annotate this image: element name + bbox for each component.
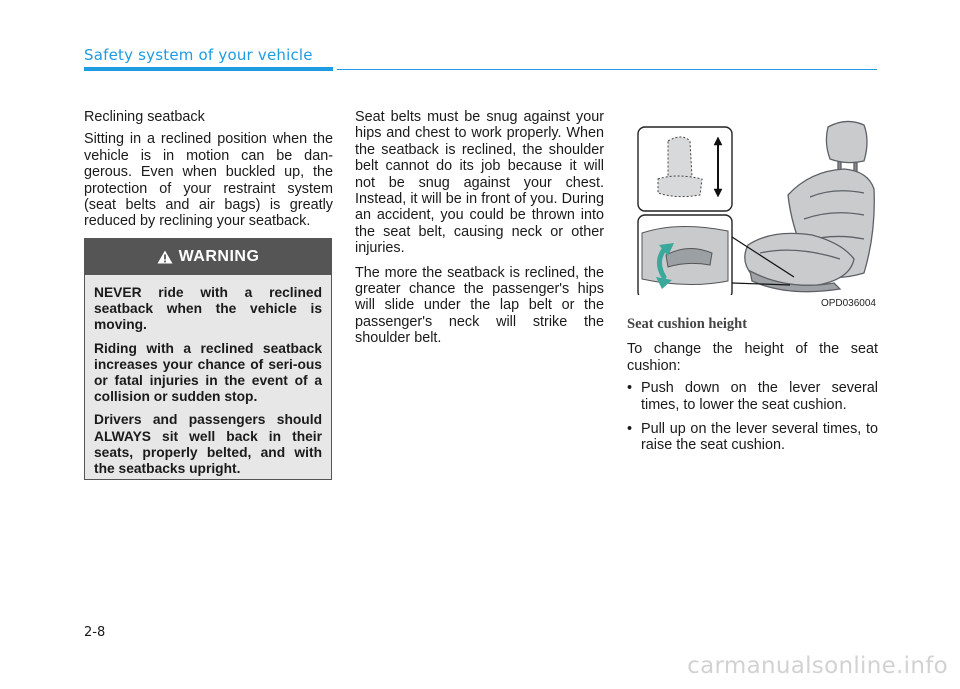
list-item: • Pull up on the lever several times, to raise the seat cushion. xyxy=(627,421,878,454)
warning-paragraph: Drivers and passengers should ALWAYS sit well back in their seats, properly belted, and with the seatbacks upright. xyxy=(94,412,322,477)
warning-header xyxy=(85,239,331,275)
reclining-heading: Reclining seatback xyxy=(84,109,205,125)
watermark: carmanualsonline.info xyxy=(687,653,948,679)
warning-paragraph: Riding with a reclined seatback increases your chance of seri-ous or fatal injuries in the event of a collision or sudden stop. xyxy=(94,340,322,405)
reclining-paragraph: Sitting in a reclined position when the vehicle is in motion can be dan-gerous. Even when buckled up, the protection of your restraint system (seat belts and air bags) is greatly reduced by reclining your seatback. xyxy=(84,131,333,230)
seat-figure xyxy=(628,113,878,309)
column-1 xyxy=(84,109,333,238)
warning-triangle-icon xyxy=(157,250,173,264)
figure-code: OPD036004 xyxy=(820,298,876,309)
warning-paragraph: NEVER ride with a reclined seatback when the vehicle is moving. xyxy=(94,285,322,333)
seat-cushion-heading: Seat cushion height xyxy=(627,316,748,332)
seatbelt-paragraph: Seat belts must be snug against your hips and chest to work properly. When the seatback is reclined, the shoulder belt cannot do its job because it will not be snug against your chest. Instead, it will be in front of you. During an accident, you could be thrown into the seat belt, causing neck or other injuries. xyxy=(355,109,604,257)
column-2 xyxy=(355,109,604,355)
header-rule-thick xyxy=(84,67,333,71)
warning-box xyxy=(84,238,332,480)
seat-cushion-intro: To change the height of the seat cushion: xyxy=(627,341,878,374)
seatbelt-paragraph: The more the seatback is reclined, the greater chance the passenger's hips will slide under the lap belt or the passenger's neck will strike the shoulder belt. xyxy=(355,264,604,347)
page-number: 2-8 xyxy=(84,625,106,640)
seat-illustration xyxy=(628,113,878,295)
header-rule-thin xyxy=(337,69,877,70)
section-title: Safety system of your vehicle xyxy=(84,46,313,64)
list-item: • Push down on the lever several times, to lower the seat cushion. xyxy=(627,380,878,413)
seat-cushion-list xyxy=(627,380,878,454)
warning-title: WARNING xyxy=(178,248,260,265)
column-3 xyxy=(627,316,878,462)
warning-body xyxy=(85,275,331,477)
